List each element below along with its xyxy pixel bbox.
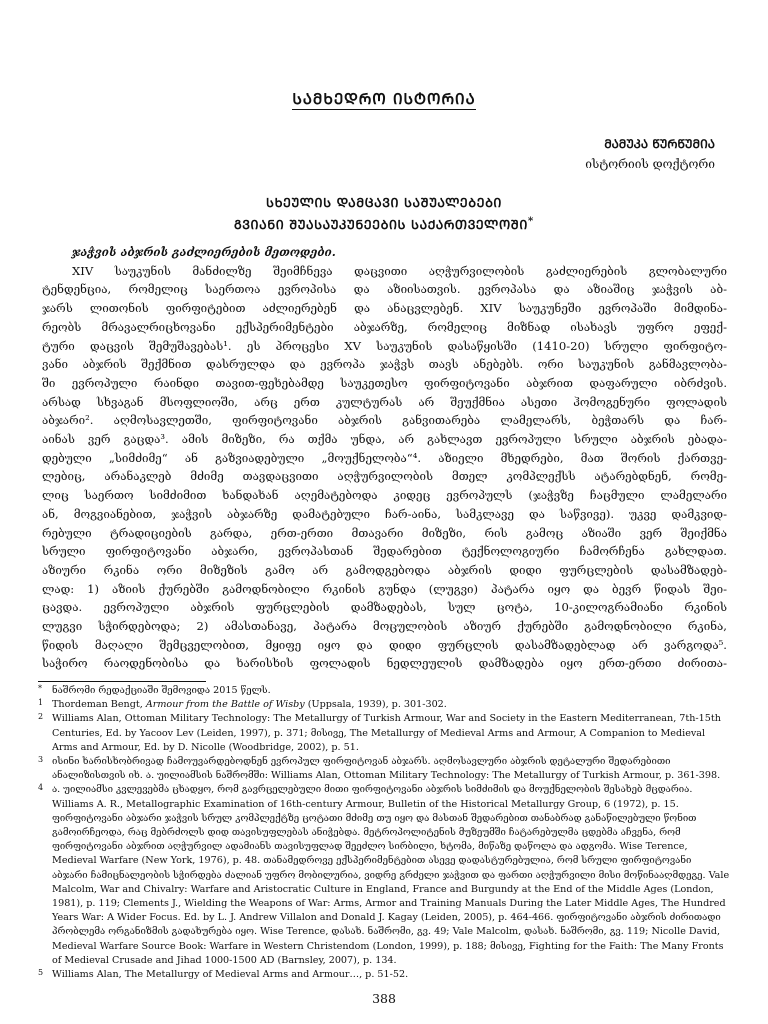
footnote bbox=[38, 968, 730, 982]
body-line: საჭირო რაოდენობისა და ხარისხის ფოლადის ნედლეულის დამზადება იყო ერთ-ერთი ძირითა- bbox=[42, 656, 727, 671]
footnote-mark: 2 bbox=[38, 712, 44, 722]
body-line: ჯარს ლითონის ფირფიტებით აძლიერებენ და ანაცვლებენ. XIV საუკუნეში ევროპაში მიმდინა- bbox=[42, 301, 727, 316]
footnote bbox=[38, 684, 730, 698]
footnote-mark: 3 bbox=[38, 755, 44, 765]
footnote-separator bbox=[38, 681, 206, 682]
footnote-text: ა. უილიამსი კვლევებმა ცხადყო, რომ გავრცელებული მითი ფირფიტოვანი აბჯრის სიმძიმის და მოუქნელობის შესახებ მცდარია. Williams A. R., Metallographic Examination of 16th-century Armour, Bulletin of the Historical Metallurgy Group, 6 (1972), p. 15. ფირფიტოვანი აბჯარი ჯაჭვის სრულ კომპლექტზე ცოტათი მძიმე თუ იყო და მასთან შედარებით თანაბრად განაწილებული წონით გამოირჩეოდა, რაც მებრძოლს დიდ თავისუფლებას ანიჭებდა. მეტროპოლიტენის მუზეუმში ჩატარებულმა ცდებმა აჩვენა, რომ ფირფიტოვანი აბჯრით აღჭურვილ ადამიანს თავისუფლად შეეძლო სირბილი, ხტომა, მიწაზე დაწოლა და ადგომა. Wise Terence, Medieval Warfare (New York, 1976), p. 48. თანამედროვე ექსპერიმენტებით ასევე დადასტურებულია, რომ სრული ფირფიტოვანი აბჯარი ჩამიცნალეობის სჭირდება ძალიან უფრო მობილურია, ვიდრე გრძელი ჯაჭვით და ფართი აღჭურვილი მისი მოწინააღმდეგე. Vale Malcolm, War and Chivalry: Warfare and Aristocratic Culture in England, France and Burgundy at the End of the Middle Ages (London, 1981), p. 119; Clements J., Wielding the Weapons of War: Arms, Armor and Training Manuals During the Later Middle Ages, The Hundred Years War: A Wider Focus. Ed. by L. J. Andrew Villalon and Donald J. Kagay (Leiden, 2005), p. 464-466. ფირფიტოვანი აბჯრის ძირითადი პრობლემა ორგანიზმის გადახურება იყო. Wise Terence, დასახ. ნაშრომი, გვ. 49; Vale Malcolm, დასახ. ნაშრომი, გვ. 119; Nicolle David, Medieval Warfare Source Book: Warfare in Western Christendom (London, 1999), p. 188; მისივე, Fighting for the Faith: The Many Fronts of Medieval Crusade and Jihad 1000-1500 AD (Barnsley, 2007), p. 134. bbox=[52, 784, 730, 966]
article-title bbox=[0, 193, 768, 234]
footnote bbox=[38, 755, 730, 783]
author-name: ᲛᲐᲛᲣᲙᲐ ᲬᲣᲠᲬᲣᲛᲘᲐ bbox=[604, 137, 715, 151]
body-line: ცავდა. ევროპული აბჯრის ფურცლების დამზადებას, სულ ცოტა, 10-კილოგრამიანი რკინის bbox=[42, 600, 727, 615]
section-title: ᲡᲐᲛᲮᲔᲓᲠᲝ ᲘᲡᲢᲝᲠᲘᲐ bbox=[292, 90, 476, 108]
author-block bbox=[585, 134, 715, 174]
title-line-2-text: ᲒᲕᲘᲐᲜᲘ ᲨᲣᲐᲡᲐᲣᲙᲣᲜᲔᲔᲑᲘᲡ ᲡᲐᲥᲐᲠᲗᲕᲔᲚᲝᲨᲘ bbox=[234, 217, 528, 233]
section-heading: ჯაჭვის აბჯრის გაძლიერების მეთოდები. bbox=[72, 245, 336, 259]
body-line: ლუგვი სჭირდებოდა; 2) ამასთანავე, პატარა მოცულობის აზიურ ქურებში გამოდნობილი რკინა, bbox=[42, 619, 727, 634]
footnote-mark: 5 bbox=[38, 968, 44, 978]
footnote-text: Williams Alan, The Metallurgy of Medieval Arms and Armour…, p. 51-52. bbox=[52, 969, 409, 981]
body-lines bbox=[42, 262, 727, 673]
footnote-text: Thordeman Bengt, bbox=[52, 699, 146, 711]
page-number: 388 bbox=[372, 991, 396, 1006]
section-heading-text: ჯაჭვის აბჯრის გაძლიერების მეთოდები bbox=[72, 245, 332, 259]
title-line-2 bbox=[0, 212, 768, 234]
footnote bbox=[38, 712, 730, 755]
footnote-mark: 1 bbox=[38, 698, 44, 708]
footnote-text: ისინი ხარისხობრივად ჩამოუვარდებოდნენ ევროპულ ფირფიტოვან აბჯარს. აღმოსავლური აბჯრის დეტალური შედარებითი ანალიზისთვის იხ. ა. უილიამსის ნაშრომში: Williams Alan, Ottoman Military Technology: The Metallurgy of Turkish Armour, p. 361-398. bbox=[52, 756, 721, 782]
footnote-text: (Uppsala, 1939), p. 301-302. bbox=[304, 699, 447, 711]
footnote bbox=[38, 698, 730, 712]
footnotes bbox=[38, 684, 730, 982]
body-line: ტური დაცვის შემუშავებას¹. ეს პროცესი XV საუკუნის დასაწყისში (1410-20) სრული ფირფიტო- bbox=[42, 338, 727, 353]
footnote-text: Williams Alan, Ottoman Military Technology: The Metallurgy of Turkish Armour, War and Society in the Eastern Mediterranean, 7th-15th Centuries, Ed. by Yacoov Lev (Leiden, 1997), p. 371; მისივე, The Metallurgy of Medieval Arms and Armour, A Companion to Medieval Arms and Armour, Ed. by D. Nicolle (Woodbridge, 2002), p. 51. bbox=[52, 713, 721, 753]
body-line: XIV საუკუნის მანძილზე შეიმჩნევა დაცვითი აღჭურვილობის გაძლიერების გლობალური bbox=[72, 263, 727, 278]
article-body bbox=[42, 243, 727, 673]
footnote-mark: 4 bbox=[38, 783, 44, 793]
body-line: ვანი აბჯრის შექმნით დასრულდა და ევროპა ჯაჭვს თავს ანებებს. ორი საუკუნის განმავლობა- bbox=[42, 357, 727, 372]
body-line: ან, მოგვიანებით, ჯაჭვის აბჯარზე დამატებული ჩარ-აინა, სამკლავე და საწვივე). უკვე დამკვიდ- bbox=[42, 506, 727, 521]
body-line: ლიც საერთო სიმძიმით ხანდახან აღემატებოდა კიდეც ევროპულს (ჯაჭვზე ჩაცმული ლამელარი bbox=[42, 488, 727, 503]
body-line: რეობს მრავალრიცხოვანი ექსპერიმენტები აბჯარზე, რომელიც მიზნად ისახავს უფრო ეფექ- bbox=[42, 319, 727, 334]
footnote bbox=[38, 783, 730, 968]
body-line: სრული ფირფიტოვანი აბჯარი, ევროპასთან შედარებით ტექნოლოგიური ჩამორჩენა გახლდათ. bbox=[42, 544, 727, 559]
body-line: არსად სხვაგან მსოფლიოში, არც ერთ კულტურას არ შეუქმნია ასეთი ჰომოგენური ფოლადის bbox=[42, 394, 727, 409]
title-footnote-mark: * bbox=[527, 215, 534, 227]
footnote-mark: * bbox=[38, 684, 42, 693]
footnote-text: ნაშრომი რედაქციაში შემოვიდა 2015 წელს. bbox=[52, 685, 271, 696]
title-line-1: ᲡᲮᲔᲣᲚᲘᲡ ᲓᲐᲛᲪᲐᲕᲘ ᲡᲐᲨᲣᲐᲚᲔᲑᲔᲑᲘ bbox=[266, 195, 502, 210]
body-line: რებული ტრადიციების გარდა, ერთ-ერთი მთავარი მიზეზი, რის გამოც აზიაში ვერ შეიქმნა bbox=[42, 525, 727, 540]
footnote-title: Armour from the Battle of Wisby bbox=[145, 699, 305, 711]
author-degree: ისტორიის დოქტორი bbox=[585, 157, 715, 171]
body-line: აინას ვერ გაცდა³. ამის მიზეზი, რა თქმა უნდა, არ გახლავთ ევროპული სრული აბჯრის ებადა- bbox=[42, 432, 727, 447]
body-line: ში ევროპული რაინდი თავით-ფეხებამდე საუკეთესო ფირფიტოვანი აბჯრით დაფარული იბრძვის. bbox=[42, 375, 727, 390]
body-line: აზიური რკინა ორი მიზეზის გამო არ გამოდგებოდა აბჯრის დიდი ფურცლების დასამზადებ- bbox=[42, 562, 727, 577]
body-line: ლებიც, არანაკლებ მძიმე თავდაცვითი აღჭურვილობის მთელ კომპლექსს ატარებდნენ, რომე- bbox=[42, 469, 727, 484]
body-line: ტენდენცია, რომელიც საერთოა ევროპისა და აზიისათვის. ევროპასა და აზიაშიც ჯაჭვის აბ- bbox=[42, 282, 727, 297]
section-header bbox=[0, 89, 768, 109]
body-line: დებული „სიმძიმე“ ან გაზვიადებული „მოუქნელობა“⁴. აზიელი მხედრები, მათ შორის ქართვე- bbox=[42, 450, 727, 465]
body-line: წიდის მაღალი შემცველობით, მყიფე იყო და დიდი ფურცლის დასამზადებლად არ ვარგოდა⁵. bbox=[42, 637, 727, 652]
body-line: ლად: 1) აზიის ქურებში გამოდნობილი რკინის გუნდა (ლუგვი) პატარა იყო და ბევრ წიდას შეი- bbox=[42, 581, 727, 596]
body-line: აბჯარი². აღმოსავლეთში, ფირფიტოვანი აბჯრის განვითარება ლამელარს, ბეჭთარს და ჩარ- bbox=[42, 413, 727, 428]
